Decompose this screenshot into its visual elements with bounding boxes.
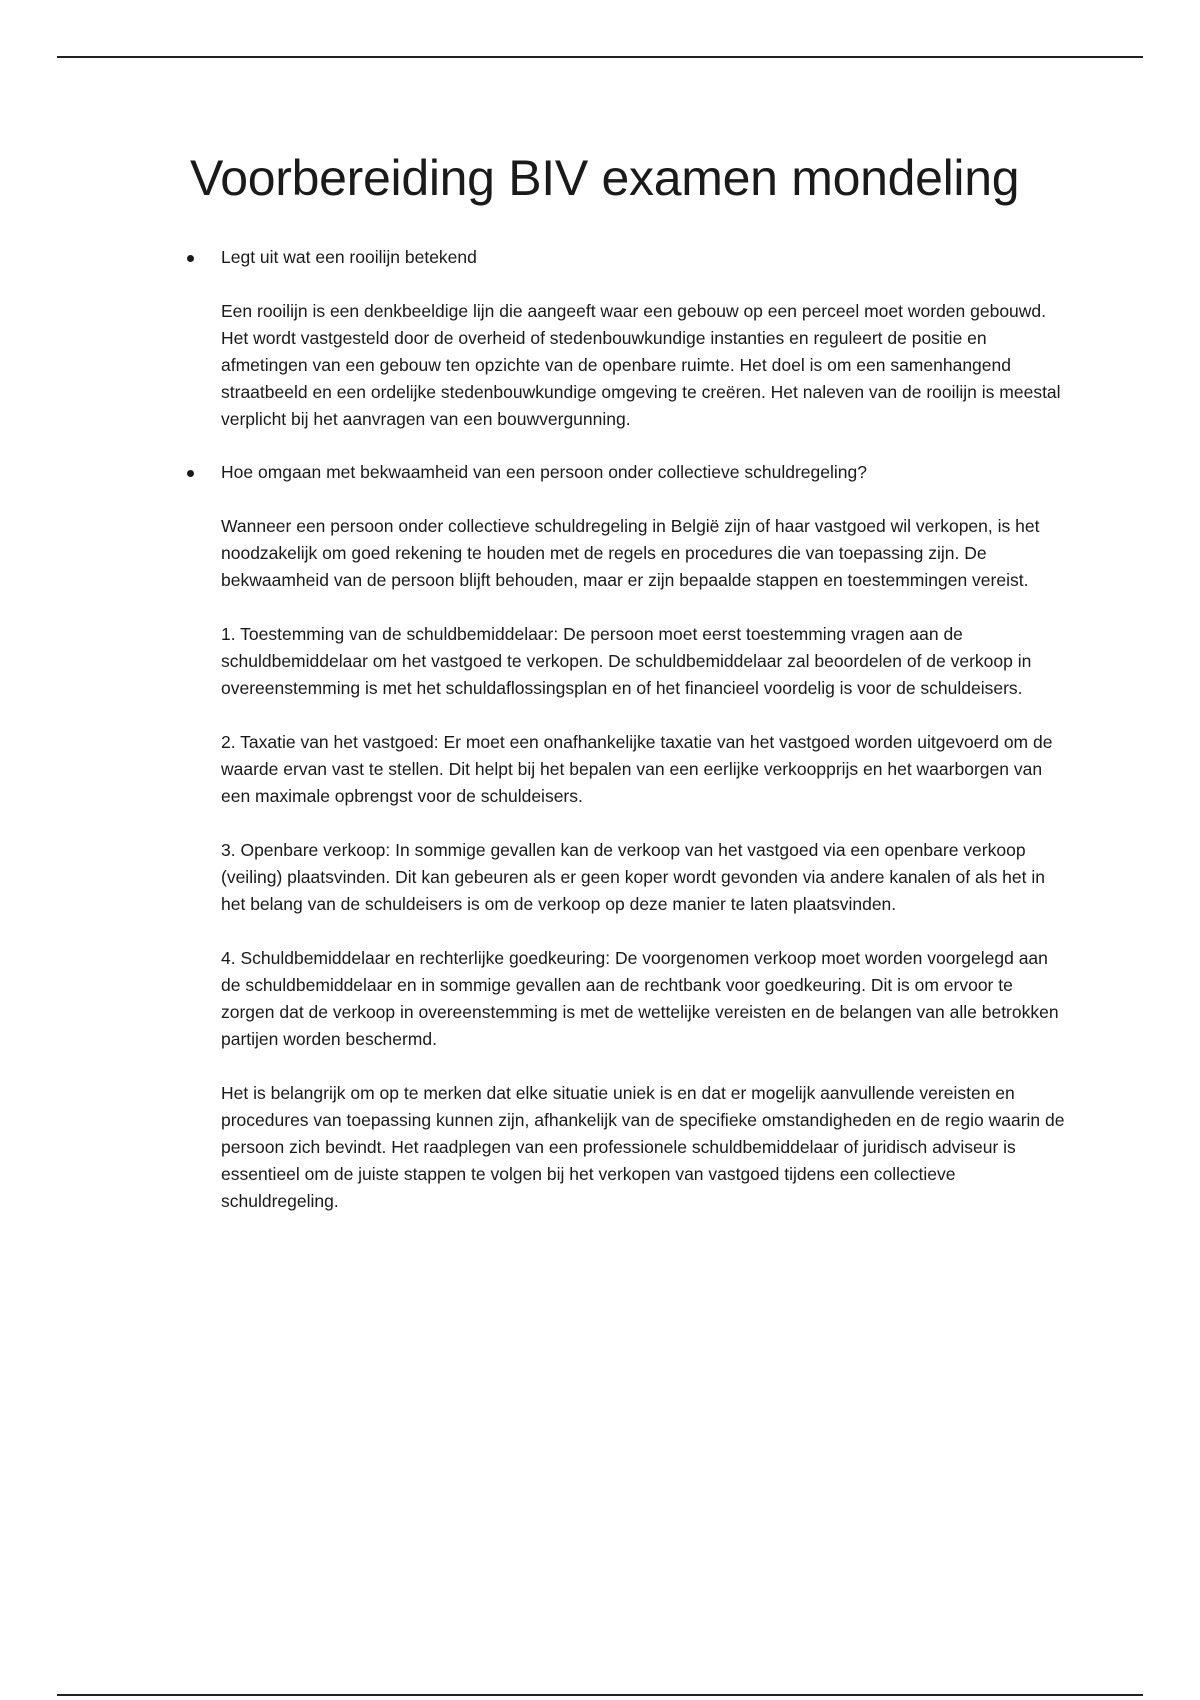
- question-section-schuldregeling: [0, 459, 1200, 1215]
- bullet-icon: [187, 470, 194, 477]
- answer-paragraph: Een rooilijn is een denkbeeldige lijn die aangeeft waar een gebouw op een perceel moet worden gebouwd. Het wordt vastgesteld door de overheid of stedenbouwkundige instanties en reguleert de positie en afmetingen van een gebouw ten opzichte van de openbare ruimte. Het doel is om een samenhangend straatbeeld en een ordelijke stedenbouwkundige omgeving te creëren. Het naleven van de rooilijn is meestal verplicht bij het aanvragen van een bouwvergunning.: [221, 301, 1061, 429]
- answer-paragraph: Wanneer een persoon onder collectieve schuldregeling in België zijn of haar vastgoed wil verkopen, is het noodzakelijk om goed rekening te houden met de regels en procedures die van toepassing zijn. De bekwaamheid van de persoon blijft behouden, maar er zijn bepaalde stappen en toestemmingen vereist.: [221, 516, 1040, 590]
- question-text: Hoe omgaan met bekwaamheid van een persoon onder collectieve schuldregeling?: [221, 462, 867, 482]
- bullet-item: [0, 244, 1200, 271]
- answer-paragraph-step-3: 3. Openbare verkoop: In sommige gevallen kan de verkoop van het vastgoed via een openbare verkoop (veiling) plaatsvinden. Dit kan gebeuren als er geen koper wordt gevonden via andere kanalen of als het in het belang van de schuldeisers is om de verkoop op deze manier te laten plaatsvinden.: [221, 840, 1045, 914]
- answer-paragraph-conclusion: Het is belangrijk om op te merken dat elke situatie uniek is en dat er mogelijk aanvullende vereisten en procedures van toepassing kunnen zijn, afhankelijk van de specifieke omstandigheden en de regio waarin de persoon zich bevindt. Het raadplegen van een professionele schuldbemiddelaar of juridisch adviseur is essentieel om de juiste stappen te volgen bij het verkopen van vastgoed tijdens een collectieve schuldregeling.: [221, 1083, 1065, 1211]
- footer-rule: [57, 1694, 1143, 1696]
- document-body: [0, 244, 1200, 1215]
- question-text: Legt uit wat een rooilijn betekend: [221, 247, 477, 267]
- answer-paragraph-step-4: 4. Schuldbemiddelaar en rechterlijke goedkeuring: De voorgenomen verkoop moet worden voorgelegd aan de schuldbemiddelaar en in sommige gevallen aan de rechtbank voor goedkeuring. Dit is om ervoor te zorgen dat de verkoop in overeenstemming is met de wettelijke vereisten en de belangen van alle betrokken partijen worden beschermd.: [221, 948, 1059, 1049]
- answer-paragraph-step-2: 2. Taxatie van het vastgoed: Er moet een onafhankelijke taxatie van het vastgoed worden uitgevoerd om de waarde ervan vast te stellen. Dit helpt bij het bepalen van een eerlijke verkoopprijs en het waarborgen van een maximale opbrengst voor de schuldeisers.: [221, 732, 1053, 806]
- question-section-rooilijn: [0, 244, 1200, 433]
- bullet-item: [0, 459, 1200, 486]
- bullet-icon: [187, 255, 194, 262]
- header-rule: [57, 56, 1143, 58]
- page-title: Voorbereiding BIV examen mondeling: [190, 150, 1020, 206]
- answer-paragraph-step-1: 1. Toestemming van de schuldbemiddelaar: De persoon moet eerst toestemming vragen aan de schuldbemiddelaar om het vastgoed te verkopen. De schuldbemiddelaar zal beoordelen of de verkoop in overeenstemming is met het schuldaflossingsplan en of het financieel voordelig is voor de schuldeisers.: [221, 624, 1032, 698]
